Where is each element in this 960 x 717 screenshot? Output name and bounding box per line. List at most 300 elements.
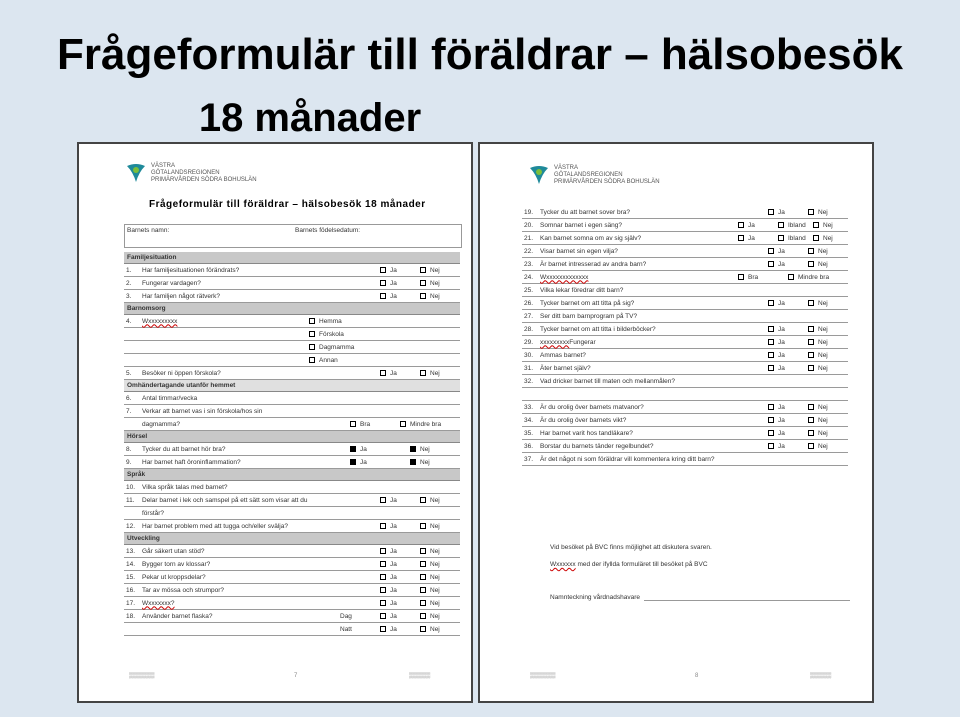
- option-nej: [420, 280, 440, 287]
- left_rows-sub-7: [309, 344, 354, 351]
- option-nej-label: Nej: [430, 266, 440, 274]
- option-nej: [420, 293, 440, 300]
- left_rows-row-3: [124, 290, 460, 303]
- right_rows-row-8: [522, 310, 848, 323]
- left_rows-sub-label-5: Hemma: [319, 317, 342, 325]
- option-ja-checkbox[interactable]: [768, 326, 774, 332]
- option-ja-label: Ja: [748, 234, 755, 242]
- option-nej: [410, 459, 430, 466]
- option-ja-label: Ja: [390, 586, 397, 594]
- option-nej-checkbox[interactable]: [410, 446, 416, 452]
- left_rows-row-13: [124, 418, 460, 431]
- option-ibland: [778, 235, 806, 242]
- option-ja: [380, 587, 397, 594]
- left_rows-text-15: Tycker du att barnet hör bra?: [142, 445, 226, 453]
- left_rows-text-13: dagmamma?: [142, 420, 180, 428]
- left_rows-num-9: 5.: [126, 369, 132, 377]
- option-ja-checkbox[interactable]: [768, 300, 774, 306]
- right_rows-text-0: Tycker du att barnet sover bra?: [540, 208, 630, 216]
- right_rows-row-12: [522, 362, 848, 375]
- right_rows-num-10: 29.: [524, 338, 534, 346]
- footer-right: ▒▒▒▒▒: [409, 673, 431, 679]
- signature-label: Namnteckning vårdnadshavare: [550, 594, 640, 601]
- option-ja-checkbox[interactable]: [380, 370, 386, 376]
- option-nej-label: Nej: [430, 547, 440, 555]
- right_rows-row-1: [522, 219, 848, 232]
- right_rows-row-13: [522, 375, 848, 388]
- option-nej-checkbox[interactable]: [808, 209, 814, 215]
- option-ja: [768, 443, 785, 450]
- option-ja: [380, 267, 397, 274]
- left_rows-sub-6: [309, 331, 344, 338]
- option-ja-checkbox[interactable]: [768, 430, 774, 436]
- right_rows-num-8: 27.: [524, 312, 534, 320]
- option-ibland-label: Ibland: [788, 234, 806, 242]
- option-nej: [808, 443, 828, 450]
- option-nej: [808, 417, 828, 424]
- option-nej: [420, 497, 440, 504]
- option-ja-checkbox[interactable]: [380, 293, 386, 299]
- option-nej-label: Nej: [823, 234, 833, 242]
- option-nej-label: Nej: [818, 416, 828, 424]
- option-nej-label: Nej: [430, 279, 440, 287]
- left_rows-row-8: [124, 354, 460, 367]
- right_rows-text-18: Borstar du barnets tänder regelbundet?: [540, 442, 654, 450]
- option-nej-checkbox[interactable]: [420, 497, 426, 503]
- option-ja-label: Ja: [390, 560, 397, 568]
- right_rows-row-17: [522, 427, 848, 440]
- option-nej-checkbox[interactable]: [813, 235, 819, 241]
- option-ja: [768, 326, 785, 333]
- right_rows-row-5: [522, 271, 848, 284]
- option-ja: [768, 261, 785, 268]
- option-ja: [768, 339, 785, 346]
- right_rows-text-8: Ser ditt barn barnprogram på TV?: [540, 312, 638, 320]
- left_rows-section-4: Barnomsorg: [124, 303, 460, 315]
- option-mindre-bra: [400, 421, 441, 428]
- left_rows-num-1: 1.: [126, 266, 132, 274]
- left_rows-num-19: 11.: [126, 496, 135, 504]
- left_rows-row-6: [124, 328, 460, 341]
- right_rows-row-10: [522, 336, 848, 349]
- footer-left: ▒▒▒▒▒▒: [129, 673, 155, 679]
- option-nej-checkbox[interactable]: [808, 404, 814, 410]
- option-nej: [420, 600, 440, 607]
- option-nej-label: Nej: [430, 599, 440, 607]
- option-ja-checkbox[interactable]: [350, 446, 356, 452]
- left_rows-row-1: [124, 264, 460, 277]
- slide-title: Frågeformulär till föräldrar – hälsobesök: [56, 30, 903, 79]
- option-nej-label: Nej: [818, 208, 828, 216]
- left_rows-num-12: 7.: [126, 407, 132, 415]
- left_rows-row-12: [124, 405, 460, 418]
- option-mindre-bra: [788, 274, 829, 281]
- right_rows-text-17: Har barnet varit hos tandläkare?: [540, 429, 633, 437]
- right_rows-num-13: 32.: [524, 377, 534, 385]
- option-ja-checkbox[interactable]: [380, 523, 386, 529]
- slide-subtitle: 18 månader: [198, 96, 422, 140]
- right_rows-num-0: 19.: [524, 208, 534, 216]
- left_rows-text-25: Pekar ut kroppsdelar?: [142, 573, 206, 581]
- option-ja: [738, 222, 755, 229]
- option-ja-checkbox[interactable]: [380, 561, 386, 567]
- option-nej-label: Nej: [823, 221, 833, 229]
- left_rows-text-28: Använder barnet flaska?: [142, 612, 213, 620]
- logo-text-line2: GÖTALANDSREGIONEN: [151, 169, 220, 176]
- option-ja-label: Ja: [360, 445, 367, 453]
- option-nej: [808, 430, 828, 437]
- option-nej-checkbox[interactable]: [420, 293, 426, 299]
- option-nej: [420, 370, 440, 377]
- left_rows-text-1: Har familjesituationen förändrats?: [142, 266, 240, 274]
- left_rows-row-20: [124, 507, 460, 520]
- left_rows-row-26: [124, 584, 460, 597]
- form-questions-right: [522, 206, 848, 466]
- option-ja-checkbox[interactable]: [738, 235, 744, 241]
- left_rows-text-12: Verkar att barnet vas i sin förskola/hos sin: [142, 407, 263, 415]
- option-nej: [420, 613, 440, 620]
- option-ja-checkbox[interactable]: [350, 459, 356, 465]
- option-nej: [808, 404, 828, 411]
- option-mindre-bra-checkbox[interactable]: [788, 274, 794, 280]
- right_rows-text-9: Tycker barnet om att titta i bilderböcker?: [540, 325, 656, 333]
- right_rows-num-16: 34.: [524, 416, 534, 424]
- footer2-left: ▒▒▒▒▒▒: [530, 673, 556, 679]
- right_rows-num-1: 20.: [524, 221, 534, 229]
- option-nej-checkbox[interactable]: [420, 280, 426, 286]
- option-ja-checkbox[interactable]: [768, 248, 774, 254]
- bottom-text-2: med der ifyllda formuläret till besöket på BVC: [577, 561, 708, 568]
- option-ja-label: Ja: [390, 292, 397, 300]
- option-ja-label: Ja: [390, 279, 397, 287]
- right_rows-num-3: 22.: [524, 247, 534, 255]
- option-ja-checkbox[interactable]: [768, 417, 774, 423]
- option-ja: [380, 548, 397, 555]
- logo-text-line1: VÄSTRA: [151, 162, 176, 169]
- option-ja-label: Ja: [778, 260, 785, 268]
- option-ja: [738, 235, 755, 242]
- footer2-right: ▒▒▒▒▒: [810, 673, 832, 679]
- option-nej-label: Nej: [818, 429, 828, 437]
- bottom-notes: [550, 544, 850, 601]
- left_rows-row-24: [124, 558, 460, 571]
- right_rows-num-19: 37.: [524, 455, 534, 463]
- option-nej-checkbox[interactable]: [420, 626, 426, 632]
- left_rows-sub-checkbox-8[interactable]: [309, 357, 315, 363]
- option-ja-label: Ja: [748, 221, 755, 229]
- left_rows-row-23: [124, 545, 460, 558]
- option-nej: [420, 587, 440, 594]
- option-ibland: [778, 222, 806, 229]
- option-nej-label: Nej: [430, 612, 440, 620]
- right_rows-text-4: Är barnet intresserad av andra barn?: [540, 260, 647, 268]
- option-nej-label: Nej: [818, 403, 828, 411]
- option-ja-checkbox[interactable]: [380, 613, 386, 619]
- left_rows-text-20: förstår?: [142, 509, 165, 517]
- child-birth-label: Barnets födelsedatum:: [295, 227, 361, 234]
- option-ja-label: Ja: [778, 247, 785, 255]
- right_rows-row-2: [522, 232, 848, 245]
- option-nej-label: Nej: [430, 586, 440, 594]
- form-page-2: [478, 142, 874, 703]
- left_rows-sub-label-6: Förskola: [319, 330, 344, 338]
- left_rows-row-9: [124, 367, 460, 380]
- left_rows-extra-28: Dag: [340, 612, 352, 620]
- option-ja: [768, 365, 785, 372]
- option-nej: [808, 209, 828, 216]
- option-nej-label: Nej: [430, 560, 440, 568]
- option-nej-label: Nej: [430, 292, 440, 300]
- right_rows-num-15: 33.: [524, 403, 534, 411]
- right_rows-num-4: 23.: [524, 260, 534, 268]
- option-ja-label: Ja: [390, 266, 397, 274]
- option-ja: [380, 280, 397, 287]
- option-ja-label: Ja: [390, 547, 397, 555]
- right_rows-num-6: 25.: [524, 286, 534, 294]
- option-nej-checkbox[interactable]: [420, 548, 426, 554]
- left_rows-section-22: Utveckling: [124, 533, 460, 545]
- option-nej-checkbox[interactable]: [808, 417, 814, 423]
- option-nej-label: Nej: [430, 369, 440, 377]
- left_rows-row-18: [124, 481, 460, 494]
- option-nej-checkbox[interactable]: [420, 574, 426, 580]
- option-nej-checkbox[interactable]: [813, 222, 819, 228]
- right_rows-row-3: [522, 245, 848, 258]
- option-ja-checkbox[interactable]: [380, 280, 386, 286]
- right_rows-num-11: 30.: [524, 351, 534, 359]
- form-title: Frågeformulär till föräldrar – hälsobesök 18 månader: [149, 199, 426, 210]
- right_rows-row-19: [522, 453, 848, 466]
- option-nej-checkbox[interactable]: [808, 365, 814, 371]
- left_rows-num-24: 14.: [126, 560, 136, 568]
- region-logo-2: [528, 164, 660, 186]
- option-ja-label: Ja: [778, 403, 785, 411]
- form-page-1: [77, 142, 473, 703]
- option-nej: [420, 574, 440, 581]
- logo2-text-line1: VÄSTRA: [554, 164, 579, 171]
- option-bra-checkbox[interactable]: [350, 421, 356, 427]
- right_rows-text-13: Vad dricker barnet till maten och mellanmålen?: [540, 377, 676, 385]
- right_rows-row-9: [522, 323, 848, 336]
- logo-text-line3: PRIMÄRVÅRDEN SÖDRA BOHUSLÄN: [151, 176, 257, 183]
- right_rows-text-15: Är du orolig över barnets matvanor?: [540, 403, 644, 411]
- option-nej-checkbox[interactable]: [420, 267, 426, 273]
- option-bra-checkbox[interactable]: [738, 274, 744, 280]
- option-nej-checkbox[interactable]: [808, 300, 814, 306]
- logo2-text-line2: GÖTALANDSREGIONEN: [554, 171, 623, 178]
- option-nej-checkbox[interactable]: [808, 430, 814, 436]
- option-nej: [420, 548, 440, 555]
- option-nej-label: Nej: [818, 442, 828, 450]
- option-mindre-bra-checkbox[interactable]: [400, 421, 406, 427]
- option-ibland-checkbox[interactable]: [778, 235, 784, 241]
- child-name-label: Barnets namn:: [127, 227, 170, 234]
- option-nej-label: Nej: [420, 445, 430, 453]
- option-ja-label: Ja: [778, 442, 785, 450]
- option-nej: [808, 300, 828, 307]
- left_rows-section-14: Hörsel: [124, 431, 460, 443]
- left_rows-num-23: 13.: [126, 547, 136, 555]
- option-nej: [808, 326, 828, 333]
- option-ja-label: Ja: [778, 208, 785, 216]
- right_rows-text-3: Visar barnet sin egen vilja?: [540, 247, 618, 255]
- option-ja: [768, 352, 785, 359]
- left_rows-sub-checkbox-6[interactable]: [309, 331, 315, 337]
- option-nej-checkbox[interactable]: [420, 561, 426, 567]
- option-ja-checkbox[interactable]: [768, 443, 774, 449]
- region-logo: [125, 162, 257, 184]
- option-nej-label: Nej: [818, 325, 828, 333]
- option-nej-checkbox[interactable]: [420, 370, 426, 376]
- option-ja-checkbox[interactable]: [768, 209, 774, 215]
- option-nej-checkbox[interactable]: [808, 261, 814, 267]
- option-ja-label: Ja: [390, 369, 397, 377]
- option-nej-label: Nej: [818, 364, 828, 372]
- option-nej-checkbox[interactable]: [808, 443, 814, 449]
- option-nej-checkbox[interactable]: [420, 523, 426, 529]
- right_rows-row-16: [522, 414, 848, 427]
- right_rows-num-12: 31.: [524, 364, 534, 372]
- option-nej: [808, 248, 828, 255]
- option-nej-label: Nej: [818, 247, 828, 255]
- option-ja-checkbox[interactable]: [380, 600, 386, 606]
- left_rows-num-18: 10.: [126, 483, 136, 491]
- left_rows-row-16: [124, 456, 460, 469]
- left_rows-text-23: Går säkert utan stöd?: [142, 547, 205, 555]
- right_rows-num-9: 28.: [524, 325, 534, 333]
- option-ja-label: Ja: [778, 429, 785, 437]
- option-bra: [738, 274, 758, 281]
- option-nej-label: Nej: [430, 522, 440, 530]
- option-nej-label: Nej: [818, 338, 828, 346]
- left_rows-text-2: Fungerar vardagen?: [142, 279, 201, 287]
- option-ibland-checkbox[interactable]: [778, 222, 784, 228]
- option-ja-checkbox[interactable]: [380, 497, 386, 503]
- option-ja: [768, 300, 785, 307]
- left_rows-text-24: Bygger torn av klossar?: [142, 560, 211, 568]
- bottom-red-word: Wxxxxxx: [550, 561, 576, 568]
- option-ja: [350, 459, 367, 466]
- option-nej: [420, 626, 440, 633]
- left_rows-num-2: 2.: [126, 279, 132, 287]
- option-ja-label: Ja: [778, 416, 785, 424]
- left_rows-sub-checkbox-7[interactable]: [309, 344, 315, 350]
- option-nej-checkbox[interactable]: [420, 613, 426, 619]
- option-ja-label: Ja: [778, 325, 785, 333]
- right_rows-text-12: Äter barnet själv?: [540, 364, 591, 372]
- option-ja-label: Ja: [390, 496, 397, 504]
- option-nej-checkbox[interactable]: [808, 339, 814, 345]
- left_rows-row-7: [124, 341, 460, 354]
- option-ja-checkbox[interactable]: [380, 574, 386, 580]
- option-ja-checkbox[interactable]: [380, 267, 386, 273]
- option-nej: [808, 352, 828, 359]
- option-ja-checkbox[interactable]: [380, 626, 386, 632]
- option-nej-label: Nej: [430, 625, 440, 633]
- option-bra: [350, 421, 370, 428]
- right_rows-red-5: Wxxxxxxxxxxxxx: [540, 273, 589, 281]
- option-nej-label: Nej: [430, 573, 440, 581]
- option-ja-checkbox[interactable]: [768, 261, 774, 267]
- option-ja: [768, 430, 785, 437]
- option-ja: [380, 600, 397, 607]
- option-nej-checkbox[interactable]: [420, 587, 426, 593]
- option-ja-label: Ja: [390, 599, 397, 607]
- right_rows-text-10: Fungerar: [569, 338, 596, 346]
- option-ja-checkbox[interactable]: [738, 222, 744, 228]
- option-ja-checkbox[interactable]: [380, 587, 386, 593]
- option-ja: [380, 523, 397, 530]
- option-nej-checkbox[interactable]: [808, 352, 814, 358]
- left_rows-section-17: Språk: [124, 469, 460, 481]
- left_rows-text-21: Har barnet problem med att tugga och/eller svälja?: [142, 522, 288, 530]
- option-bra-label: Bra: [748, 273, 759, 281]
- child-info-box: [124, 224, 462, 248]
- page-number-1: 7: [294, 673, 298, 679]
- option-ja-checkbox[interactable]: [768, 352, 774, 358]
- option-nej-checkbox[interactable]: [808, 326, 814, 332]
- option-ja: [768, 404, 785, 411]
- option-ja: [768, 209, 785, 216]
- bottom-text-1: Vid besöket på BVC finns möjlighet att diskutera svaren.: [550, 544, 712, 551]
- left_rows-sub-checkbox-5[interactable]: [309, 318, 315, 324]
- option-ja-label: Ja: [390, 573, 397, 581]
- left_rows-num-21: 12.: [126, 522, 136, 530]
- left_rows-num-27: 17.: [126, 599, 136, 607]
- left_rows-row-29: [124, 623, 460, 636]
- left_rows-text-26: Tar av mössa och strumpor?: [142, 586, 225, 594]
- option-ja-label: Ja: [390, 522, 397, 530]
- option-ja-label: Ja: [778, 299, 785, 307]
- logo2-text-line3: PRIMÄRVÅRDEN SÖDRA BOHUSLÄN: [554, 178, 660, 185]
- option-ja: [768, 417, 785, 424]
- option-nej-checkbox[interactable]: [808, 248, 814, 254]
- option-nej: [808, 339, 828, 346]
- form-questions-left: [124, 252, 460, 636]
- left_rows-sub-8: [309, 357, 338, 364]
- option-ja-checkbox[interactable]: [768, 339, 774, 345]
- right_rows-text-11: Ammas barnet?: [540, 351, 586, 359]
- option-ja: [768, 248, 785, 255]
- option-nej: [808, 261, 828, 268]
- right_rows-row-11: [522, 349, 848, 362]
- option-nej-checkbox[interactable]: [410, 459, 416, 465]
- left_rows-text-19: Delar barnet i lek och samspel på ett sätt som visar att du: [142, 496, 308, 504]
- option-ja-label: Ja: [778, 364, 785, 372]
- left_rows-red-27: Wxxxxxxx?: [142, 599, 175, 607]
- option-ibland-label: Ibland: [788, 221, 806, 229]
- option-ja-checkbox[interactable]: [768, 404, 774, 410]
- option-ja: [380, 370, 397, 377]
- region-logo-icon-2: [528, 164, 550, 186]
- left_rows-sub-label-7: Dagmamma: [319, 343, 355, 351]
- left_rows-row-25: [124, 571, 460, 584]
- right_rows-num-17: 35.: [524, 429, 534, 437]
- left_rows-row-21: [124, 520, 460, 533]
- option-nej: [808, 365, 828, 372]
- left_rows-num-3: 3.: [126, 292, 132, 300]
- option-nej: [813, 235, 833, 242]
- option-ja-label: Ja: [778, 338, 785, 346]
- option-ja: [380, 613, 397, 620]
- right_rows-row-6: [522, 284, 848, 297]
- option-nej-checkbox[interactable]: [420, 600, 426, 606]
- option-ja-checkbox[interactable]: [768, 365, 774, 371]
- right_rows-num-7: 26.: [524, 299, 534, 307]
- option-nej: [420, 267, 440, 274]
- option-ja-checkbox[interactable]: [380, 548, 386, 554]
- left_rows-num-11: 6.: [126, 394, 132, 402]
